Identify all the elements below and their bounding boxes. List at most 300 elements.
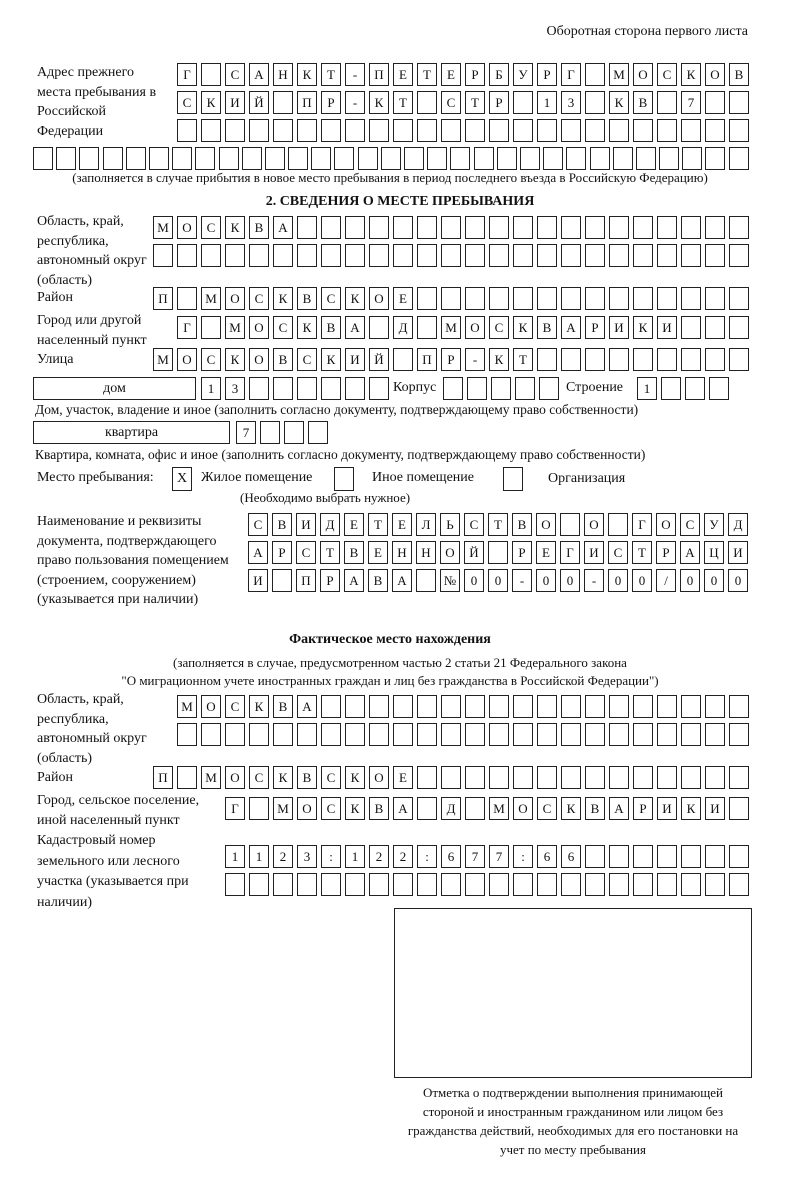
char-cell[interactable] bbox=[284, 421, 304, 444]
char-cell[interactable] bbox=[273, 873, 293, 896]
char-cell[interactable]: С bbox=[201, 348, 221, 371]
char-cell[interactable] bbox=[393, 348, 413, 371]
char-cell[interactable]: С bbox=[441, 91, 461, 114]
char-cell[interactable] bbox=[369, 377, 389, 400]
char-cell[interactable]: Т bbox=[393, 91, 413, 114]
char-cell[interactable] bbox=[729, 91, 749, 114]
char-cell[interactable] bbox=[561, 723, 581, 746]
char-cell[interactable] bbox=[297, 216, 317, 239]
building-cells[interactable] bbox=[637, 377, 733, 400]
char-cell[interactable] bbox=[657, 695, 677, 718]
char-cell[interactable] bbox=[369, 316, 389, 339]
char-cell[interactable]: Г bbox=[177, 316, 197, 339]
char-cell[interactable] bbox=[443, 377, 463, 400]
char-cell[interactable] bbox=[705, 873, 725, 896]
char-cell[interactable] bbox=[729, 119, 749, 142]
char-cell[interactable]: К bbox=[321, 348, 341, 371]
char-cell[interactable] bbox=[249, 377, 269, 400]
char-cell[interactable]: А bbox=[561, 316, 581, 339]
char-cell[interactable] bbox=[465, 766, 485, 789]
char-cell[interactable] bbox=[177, 287, 197, 310]
char-cell[interactable]: К bbox=[273, 287, 293, 310]
char-cell[interactable]: А bbox=[249, 63, 269, 86]
char-cell[interactable] bbox=[334, 147, 354, 170]
char-cell[interactable]: О bbox=[249, 348, 269, 371]
char-cell[interactable]: Е bbox=[392, 513, 412, 536]
document-row-1[interactable] bbox=[248, 513, 752, 536]
char-cell[interactable] bbox=[465, 723, 485, 746]
char-cell[interactable] bbox=[537, 216, 557, 239]
char-cell[interactable] bbox=[465, 119, 485, 142]
char-cell[interactable] bbox=[585, 723, 605, 746]
char-cell[interactable] bbox=[417, 316, 437, 339]
actual-region-row-2[interactable] bbox=[177, 723, 753, 746]
char-cell[interactable]: И bbox=[584, 541, 604, 564]
char-cell[interactable] bbox=[273, 91, 293, 114]
char-cell[interactable] bbox=[585, 244, 605, 267]
char-cell[interactable]: Н bbox=[416, 541, 436, 564]
char-cell[interactable] bbox=[195, 147, 215, 170]
char-cell[interactable]: 0 bbox=[488, 569, 508, 592]
char-cell[interactable] bbox=[321, 216, 341, 239]
char-cell[interactable] bbox=[149, 147, 169, 170]
char-cell[interactable] bbox=[705, 287, 725, 310]
char-cell[interactable]: 0 bbox=[728, 569, 748, 592]
char-cell[interactable] bbox=[543, 147, 563, 170]
char-cell[interactable]: В bbox=[344, 541, 364, 564]
char-cell[interactable]: - bbox=[584, 569, 604, 592]
char-cell[interactable] bbox=[729, 695, 749, 718]
char-cell[interactable] bbox=[609, 244, 629, 267]
char-cell[interactable]: М bbox=[201, 287, 221, 310]
char-cell[interactable]: О bbox=[656, 513, 676, 536]
char-cell[interactable] bbox=[417, 91, 437, 114]
char-cell[interactable]: Е bbox=[536, 541, 556, 564]
char-cell[interactable]: В bbox=[585, 797, 605, 820]
char-cell[interactable]: У bbox=[704, 513, 724, 536]
char-cell[interactable]: 2 bbox=[369, 845, 389, 868]
char-cell[interactable]: 6 bbox=[561, 845, 581, 868]
char-cell[interactable]: У bbox=[513, 63, 533, 86]
char-cell[interactable] bbox=[705, 723, 725, 746]
char-cell[interactable]: О bbox=[177, 348, 197, 371]
char-cell[interactable] bbox=[705, 766, 725, 789]
char-cell[interactable] bbox=[633, 244, 653, 267]
char-cell[interactable]: 2 bbox=[393, 845, 413, 868]
char-cell[interactable] bbox=[441, 695, 461, 718]
char-cell[interactable]: Г bbox=[561, 63, 581, 86]
char-cell[interactable] bbox=[417, 723, 437, 746]
char-cell[interactable]: И bbox=[609, 316, 629, 339]
char-cell[interactable] bbox=[609, 216, 629, 239]
char-cell[interactable]: А bbox=[248, 541, 268, 564]
char-cell[interactable] bbox=[358, 147, 378, 170]
char-cell[interactable] bbox=[729, 244, 749, 267]
char-cell[interactable] bbox=[249, 244, 269, 267]
char-cell[interactable] bbox=[681, 348, 701, 371]
char-cell[interactable] bbox=[585, 348, 605, 371]
char-cell[interactable]: П bbox=[153, 287, 173, 310]
char-cell[interactable] bbox=[393, 695, 413, 718]
char-cell[interactable] bbox=[489, 695, 509, 718]
char-cell[interactable] bbox=[681, 244, 701, 267]
char-cell[interactable] bbox=[729, 216, 749, 239]
char-cell[interactable] bbox=[561, 766, 581, 789]
char-cell[interactable] bbox=[177, 723, 197, 746]
char-cell[interactable] bbox=[417, 216, 437, 239]
char-cell[interactable]: П bbox=[417, 348, 437, 371]
char-cell[interactable] bbox=[561, 244, 581, 267]
house-type-field[interactable]: дом bbox=[33, 377, 196, 400]
char-cell[interactable] bbox=[417, 287, 437, 310]
cadastral-row-1[interactable] bbox=[225, 845, 753, 868]
document-row-3[interactable] bbox=[248, 569, 752, 592]
char-cell[interactable] bbox=[682, 147, 702, 170]
char-cell[interactable] bbox=[427, 147, 447, 170]
char-cell[interactable]: Д bbox=[393, 316, 413, 339]
char-cell[interactable] bbox=[417, 244, 437, 267]
apartment-type-field[interactable]: квартира bbox=[33, 421, 230, 444]
char-cell[interactable]: Т bbox=[632, 541, 652, 564]
char-cell[interactable] bbox=[609, 873, 629, 896]
char-cell[interactable]: П bbox=[296, 569, 316, 592]
char-cell[interactable]: С bbox=[680, 513, 700, 536]
char-cell[interactable] bbox=[273, 244, 293, 267]
char-cell[interactable]: А bbox=[273, 216, 293, 239]
char-cell[interactable]: 3 bbox=[225, 377, 245, 400]
char-cell[interactable]: П bbox=[369, 63, 389, 86]
char-cell[interactable] bbox=[585, 695, 605, 718]
char-cell[interactable] bbox=[441, 766, 461, 789]
char-cell[interactable]: И bbox=[345, 348, 365, 371]
char-cell[interactable] bbox=[537, 348, 557, 371]
char-cell[interactable]: Т bbox=[513, 348, 533, 371]
actual-region-row-1[interactable] bbox=[177, 695, 753, 718]
char-cell[interactable]: К bbox=[609, 91, 629, 114]
char-cell[interactable]: Е bbox=[368, 541, 388, 564]
char-cell[interactable] bbox=[249, 723, 269, 746]
char-cell[interactable]: К bbox=[297, 63, 317, 86]
char-cell[interactable] bbox=[321, 119, 341, 142]
char-cell[interactable]: С bbox=[321, 797, 341, 820]
char-cell[interactable] bbox=[608, 513, 628, 536]
char-cell[interactable]: О bbox=[225, 287, 245, 310]
char-cell[interactable] bbox=[489, 873, 509, 896]
char-cell[interactable] bbox=[705, 316, 725, 339]
char-cell[interactable] bbox=[537, 723, 557, 746]
char-cell[interactable] bbox=[729, 316, 749, 339]
char-cell[interactable]: А bbox=[345, 316, 365, 339]
char-cell[interactable] bbox=[450, 147, 470, 170]
char-cell[interactable] bbox=[513, 119, 533, 142]
char-cell[interactable] bbox=[657, 845, 677, 868]
char-cell[interactable]: 7 bbox=[489, 845, 509, 868]
char-cell[interactable]: 3 bbox=[297, 845, 317, 868]
char-cell[interactable] bbox=[249, 119, 269, 142]
char-cell[interactable]: И bbox=[705, 797, 725, 820]
char-cell[interactable] bbox=[489, 723, 509, 746]
char-cell[interactable] bbox=[537, 119, 557, 142]
char-cell[interactable] bbox=[729, 873, 749, 896]
char-cell[interactable] bbox=[311, 147, 331, 170]
char-cell[interactable] bbox=[297, 873, 317, 896]
char-cell[interactable] bbox=[489, 119, 509, 142]
char-cell[interactable] bbox=[56, 147, 76, 170]
char-cell[interactable]: А bbox=[344, 569, 364, 592]
char-cell[interactable]: 6 bbox=[537, 845, 557, 868]
char-cell[interactable] bbox=[441, 244, 461, 267]
char-cell[interactable] bbox=[242, 147, 262, 170]
char-cell[interactable] bbox=[404, 147, 424, 170]
char-cell[interactable]: Ь bbox=[440, 513, 460, 536]
char-cell[interactable] bbox=[657, 119, 677, 142]
char-cell[interactable]: Б bbox=[489, 63, 509, 86]
char-cell[interactable] bbox=[417, 873, 437, 896]
char-cell[interactable] bbox=[681, 845, 701, 868]
char-cell[interactable] bbox=[369, 244, 389, 267]
char-cell[interactable] bbox=[657, 348, 677, 371]
char-cell[interactable] bbox=[705, 147, 725, 170]
char-cell[interactable] bbox=[539, 377, 559, 400]
char-cell[interactable] bbox=[585, 873, 605, 896]
char-cell[interactable]: 7 bbox=[681, 91, 701, 114]
char-cell[interactable]: С bbox=[201, 216, 221, 239]
char-cell[interactable] bbox=[537, 873, 557, 896]
char-cell[interactable]: О bbox=[297, 797, 317, 820]
char-cell[interactable] bbox=[537, 244, 557, 267]
char-cell[interactable]: Р bbox=[489, 91, 509, 114]
char-cell[interactable] bbox=[633, 845, 653, 868]
stay-checkbox-residential[interactable]: X bbox=[172, 467, 192, 491]
char-cell[interactable] bbox=[465, 244, 485, 267]
char-cell[interactable]: О bbox=[201, 695, 221, 718]
char-cell[interactable]: С bbox=[177, 91, 197, 114]
char-cell[interactable]: 7 bbox=[236, 421, 256, 444]
char-cell[interactable]: А bbox=[609, 797, 629, 820]
char-cell[interactable] bbox=[585, 845, 605, 868]
char-cell[interactable]: К bbox=[225, 216, 245, 239]
char-cell[interactable]: С bbox=[657, 63, 677, 86]
char-cell[interactable] bbox=[467, 377, 487, 400]
char-cell[interactable] bbox=[465, 287, 485, 310]
char-cell[interactable] bbox=[417, 119, 437, 142]
char-cell[interactable]: М bbox=[177, 695, 197, 718]
char-cell[interactable] bbox=[172, 147, 192, 170]
char-cell[interactable] bbox=[441, 873, 461, 896]
char-cell[interactable] bbox=[729, 287, 749, 310]
char-cell[interactable]: М bbox=[489, 797, 509, 820]
region-row-1[interactable] bbox=[153, 216, 753, 239]
char-cell[interactable] bbox=[465, 695, 485, 718]
char-cell[interactable] bbox=[609, 845, 629, 868]
char-cell[interactable] bbox=[585, 216, 605, 239]
char-cell[interactable]: Г bbox=[632, 513, 652, 536]
char-cell[interactable] bbox=[272, 569, 292, 592]
char-cell[interactable]: Г bbox=[177, 63, 197, 86]
char-cell[interactable]: И bbox=[296, 513, 316, 536]
char-cell[interactable]: И bbox=[225, 91, 245, 114]
house-number-cells[interactable] bbox=[201, 377, 393, 400]
char-cell[interactable]: К bbox=[633, 316, 653, 339]
char-cell[interactable] bbox=[561, 348, 581, 371]
char-cell[interactable]: - bbox=[465, 348, 485, 371]
char-cell[interactable]: М bbox=[153, 216, 173, 239]
char-cell[interactable]: Т bbox=[320, 541, 340, 564]
char-cell[interactable] bbox=[633, 766, 653, 789]
char-cell[interactable]: С bbox=[249, 766, 269, 789]
char-cell[interactable]: О bbox=[369, 766, 389, 789]
char-cell[interactable] bbox=[417, 797, 437, 820]
char-cell[interactable]: С bbox=[296, 541, 316, 564]
char-cell[interactable] bbox=[681, 723, 701, 746]
char-cell[interactable] bbox=[657, 91, 677, 114]
char-cell[interactable] bbox=[729, 147, 749, 170]
char-cell[interactable] bbox=[297, 244, 317, 267]
char-cell[interactable] bbox=[636, 147, 656, 170]
char-cell[interactable] bbox=[657, 723, 677, 746]
char-cell[interactable] bbox=[585, 119, 605, 142]
char-cell[interactable]: М bbox=[225, 316, 245, 339]
char-cell[interactable] bbox=[441, 287, 461, 310]
char-cell[interactable]: С bbox=[225, 695, 245, 718]
char-cell[interactable]: - bbox=[345, 91, 365, 114]
char-cell[interactable] bbox=[393, 873, 413, 896]
char-cell[interactable] bbox=[369, 873, 389, 896]
char-cell[interactable] bbox=[465, 216, 485, 239]
actual-district-row[interactable] bbox=[153, 766, 753, 789]
char-cell[interactable]: : bbox=[417, 845, 437, 868]
char-cell[interactable]: 7 bbox=[465, 845, 485, 868]
char-cell[interactable]: 1 bbox=[225, 845, 245, 868]
char-cell[interactable] bbox=[225, 723, 245, 746]
char-cell[interactable]: Т bbox=[465, 91, 485, 114]
char-cell[interactable]: С bbox=[225, 63, 245, 86]
char-cell[interactable] bbox=[537, 766, 557, 789]
char-cell[interactable] bbox=[661, 377, 681, 400]
char-cell[interactable] bbox=[659, 147, 679, 170]
char-cell[interactable]: О bbox=[513, 797, 533, 820]
char-cell[interactable]: В bbox=[321, 316, 341, 339]
char-cell[interactable]: Й bbox=[464, 541, 484, 564]
char-cell[interactable] bbox=[590, 147, 610, 170]
char-cell[interactable]: Р bbox=[272, 541, 292, 564]
char-cell[interactable] bbox=[345, 216, 365, 239]
char-cell[interactable]: В bbox=[297, 287, 317, 310]
char-cell[interactable]: М bbox=[273, 797, 293, 820]
char-cell[interactable]: О bbox=[633, 63, 653, 86]
char-cell[interactable]: М bbox=[201, 766, 221, 789]
char-cell[interactable]: Д bbox=[441, 797, 461, 820]
char-cell[interactable]: Т bbox=[321, 63, 341, 86]
char-cell[interactable]: О bbox=[249, 316, 269, 339]
char-cell[interactable] bbox=[729, 845, 749, 868]
char-cell[interactable] bbox=[201, 119, 221, 142]
char-cell[interactable]: О bbox=[584, 513, 604, 536]
char-cell[interactable]: Е bbox=[344, 513, 364, 536]
char-cell[interactable]: Р bbox=[321, 91, 341, 114]
char-cell[interactable]: 1 bbox=[249, 845, 269, 868]
char-cell[interactable] bbox=[345, 244, 365, 267]
char-cell[interactable] bbox=[561, 216, 581, 239]
char-cell[interactable] bbox=[609, 119, 629, 142]
char-cell[interactable] bbox=[515, 377, 535, 400]
char-cell[interactable]: 6 bbox=[441, 845, 461, 868]
char-cell[interactable] bbox=[705, 244, 725, 267]
char-cell[interactable]: И bbox=[248, 569, 268, 592]
char-cell[interactable] bbox=[513, 287, 533, 310]
char-cell[interactable] bbox=[465, 873, 485, 896]
char-cell[interactable] bbox=[705, 216, 725, 239]
char-cell[interactable] bbox=[537, 287, 557, 310]
char-cell[interactable] bbox=[633, 216, 653, 239]
char-cell[interactable] bbox=[201, 244, 221, 267]
char-cell[interactable] bbox=[177, 766, 197, 789]
char-cell[interactable] bbox=[103, 147, 123, 170]
char-cell[interactable] bbox=[560, 513, 580, 536]
char-cell[interactable]: / bbox=[656, 569, 676, 592]
char-cell[interactable] bbox=[201, 63, 221, 86]
char-cell[interactable] bbox=[417, 766, 437, 789]
char-cell[interactable] bbox=[561, 119, 581, 142]
char-cell[interactable] bbox=[513, 766, 533, 789]
char-cell[interactable] bbox=[381, 147, 401, 170]
char-cell[interactable] bbox=[33, 147, 53, 170]
char-cell[interactable] bbox=[393, 723, 413, 746]
char-cell[interactable] bbox=[709, 377, 729, 400]
cadastral-row-2[interactable] bbox=[225, 873, 753, 896]
apartment-number-cells[interactable] bbox=[236, 421, 332, 444]
char-cell[interactable] bbox=[345, 119, 365, 142]
char-cell[interactable]: Н bbox=[273, 63, 293, 86]
char-cell[interactable]: 0 bbox=[632, 569, 652, 592]
char-cell[interactable] bbox=[489, 766, 509, 789]
char-cell[interactable] bbox=[685, 377, 705, 400]
char-cell[interactable] bbox=[441, 216, 461, 239]
char-cell[interactable]: В bbox=[729, 63, 749, 86]
char-cell[interactable] bbox=[585, 287, 605, 310]
char-cell[interactable] bbox=[520, 147, 540, 170]
char-cell[interactable]: Е bbox=[393, 766, 413, 789]
char-cell[interactable] bbox=[705, 845, 725, 868]
char-cell[interactable] bbox=[273, 119, 293, 142]
char-cell[interactable] bbox=[369, 119, 389, 142]
prev-address-row-1[interactable] bbox=[177, 63, 753, 86]
char-cell[interactable] bbox=[633, 723, 653, 746]
char-cell[interactable]: Т bbox=[417, 63, 437, 86]
char-cell[interactable] bbox=[657, 216, 677, 239]
char-cell[interactable]: : bbox=[321, 845, 341, 868]
char-cell[interactable] bbox=[225, 873, 245, 896]
city-row[interactable] bbox=[177, 316, 753, 339]
char-cell[interactable] bbox=[681, 766, 701, 789]
char-cell[interactable]: К bbox=[249, 695, 269, 718]
char-cell[interactable]: : bbox=[513, 845, 533, 868]
region-row-2[interactable] bbox=[153, 244, 753, 267]
char-cell[interactable] bbox=[201, 723, 221, 746]
char-cell[interactable]: С bbox=[273, 316, 293, 339]
char-cell[interactable] bbox=[561, 287, 581, 310]
char-cell[interactable]: К bbox=[681, 797, 701, 820]
char-cell[interactable] bbox=[416, 569, 436, 592]
char-cell[interactable]: О bbox=[369, 287, 389, 310]
char-cell[interactable]: Ц bbox=[704, 541, 724, 564]
char-cell[interactable] bbox=[613, 147, 633, 170]
char-cell[interactable]: С bbox=[489, 316, 509, 339]
char-cell[interactable] bbox=[393, 244, 413, 267]
char-cell[interactable] bbox=[633, 873, 653, 896]
char-cell[interactable] bbox=[201, 316, 221, 339]
char-cell[interactable]: А bbox=[393, 797, 413, 820]
